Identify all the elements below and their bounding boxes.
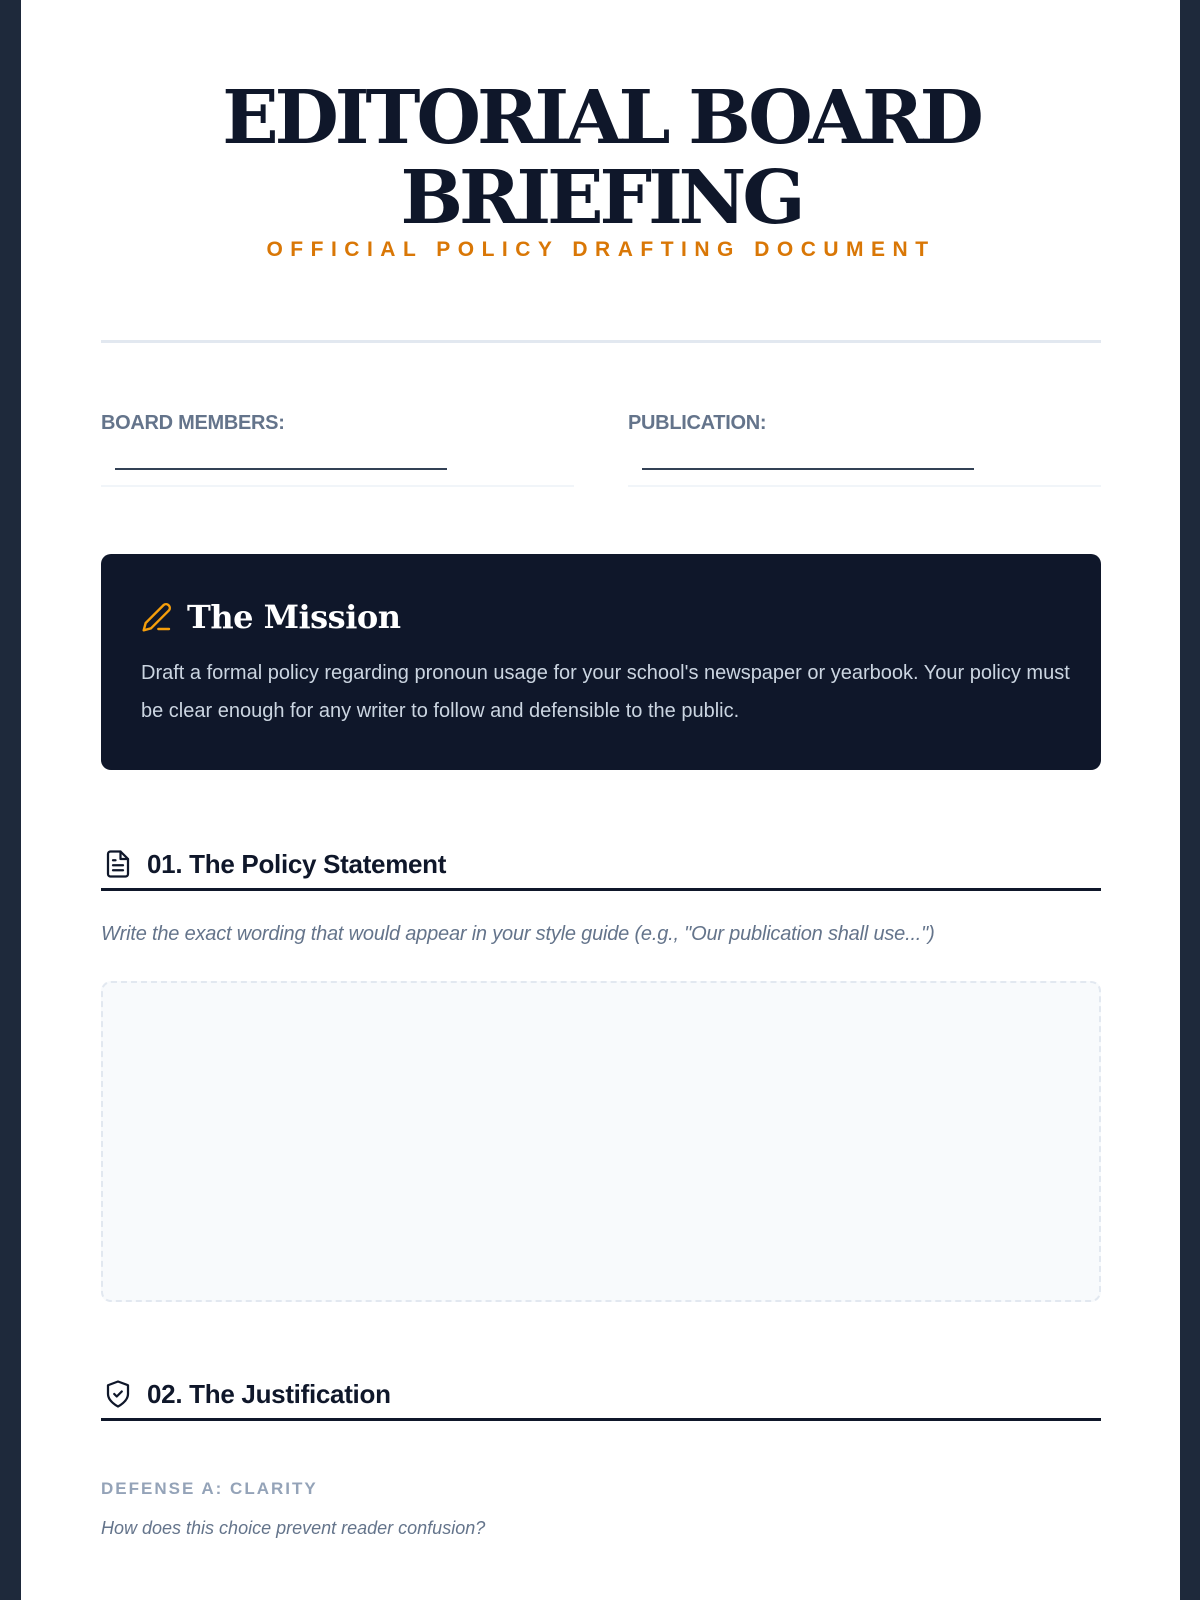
pencil-icon — [141, 601, 173, 633]
title-line-1: EDITORIAL BOARD — [222, 75, 980, 161]
board-members-blank[interactable] — [115, 468, 447, 470]
justification-header — [101, 1370, 1101, 1421]
mission-header — [141, 598, 400, 636]
defense-a-question: How does this choice prevent reader confusion? — [101, 1518, 486, 1538]
mission-text: Draft a formal policy regarding pronoun usage for your school's newspaper or yearbook. Your policy must be clear enough for any writer to follow and defensible to the public. — [141, 662, 1070, 722]
shield-check-icon — [101, 1378, 133, 1410]
header-divider — [101, 340, 1101, 343]
board-members-field[interactable] — [101, 412, 574, 487]
publication-label: PUBLICATION: — [628, 412, 767, 434]
document-subtitle: OFFICIAL POLICY DRAFTING DOCUMENT — [266, 238, 936, 261]
defense-a-label: DEFENSE A: CLARITY — [101, 1479, 318, 1498]
document-content — [101, 0, 1101, 1538]
policy-statement-header — [101, 840, 1101, 891]
policy-statement-title: 01. The Policy Statement — [147, 848, 447, 879]
document-page — [21, 0, 1180, 1600]
publication-field[interactable] — [628, 412, 1101, 487]
document-title — [101, 0, 1101, 241]
mission-title: The Mission — [187, 598, 401, 636]
policy-statement-writing-area[interactable] — [101, 981, 1101, 1302]
mission-card — [101, 554, 1101, 770]
board-members-label: BOARD MEMBERS: — [101, 412, 285, 434]
policy-statement-instruction: Write the exact wording that would appear in your style guide (e.g., "Our publication shall use...") — [101, 923, 935, 945]
justification-title: 02. The Justification — [147, 1378, 391, 1409]
title-line-2: BRIEFING — [400, 155, 802, 241]
publication-blank[interactable] — [642, 468, 974, 470]
document-icon — [101, 848, 133, 880]
